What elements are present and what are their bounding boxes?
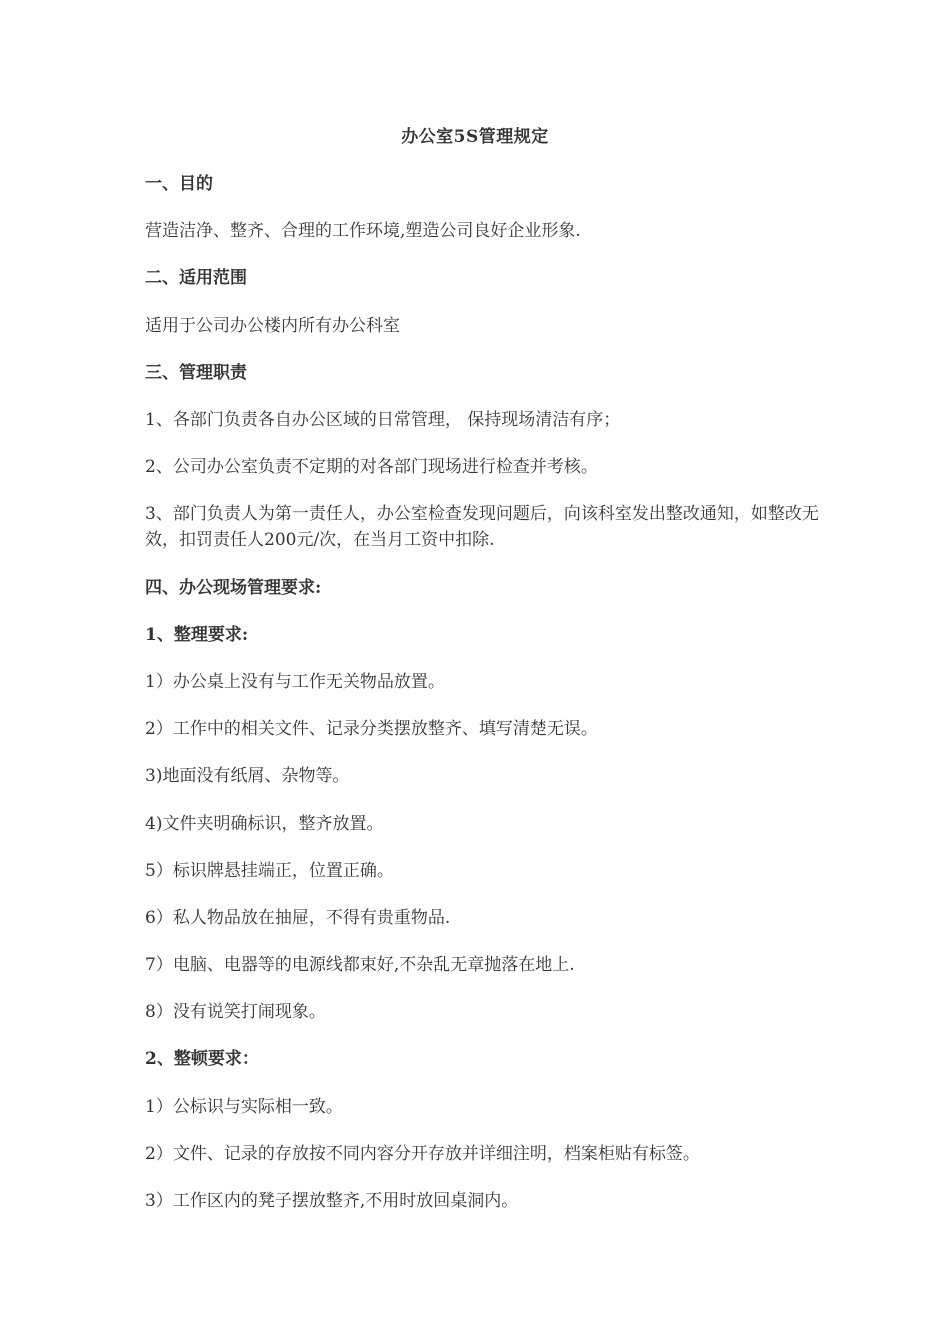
section-heading-requirements: 四、办公现场管理要求:	[145, 578, 322, 598]
list-item: 1）公标识与实际相一致。	[145, 1097, 343, 1117]
list-item: 5）标识牌悬挂端正，位置正确。	[145, 861, 394, 881]
list-item: 3、部门负责人为第一责任人，办公室检查发现问题后，向该科室发出整改通知，如整改无效，扣罚责任人200元/次，在当月工资中扣除.	[145, 504, 819, 550]
list-item: 2）文件、记录的存放按不同内容分开存放并详细注明，档案柜贴有标签。	[145, 1144, 700, 1164]
list-item: 4)文件夹明确标识，整齐放置。	[145, 814, 384, 834]
section-heading-responsibilities: 三、管理职责	[145, 363, 247, 383]
subsection-heading-set-in-order: 2、整顿要求：	[145, 1049, 259, 1069]
list-item: 6）私人物品放在抽屉，不得有贵重物品.	[145, 908, 451, 928]
subsection-heading-sort: 1、整理要求:	[145, 625, 249, 645]
list-item: 1）办公桌上没有与工作无关物品放置。	[145, 672, 445, 692]
list-item: 7）电脑、电器等的电源线都束好,不杂乱无章抛落在地上.	[145, 955, 575, 975]
list-item: 3)地面没有纸屑、杂物等。	[145, 766, 350, 786]
list-item: 2）工作中的相关文件、记录分类摆放整齐、填写清楚无误。	[145, 719, 598, 739]
section-heading-purpose: 一、目的	[145, 174, 213, 194]
list-item: 1、各部门负责各自办公区域的日常管理， 保持现场清洁有序；	[145, 410, 621, 430]
section-heading-scope: 二、适用范围	[145, 268, 247, 288]
list-item: 2、公司办公室负责不定期的对各部门现场进行检查并考核。	[145, 457, 598, 477]
list-item: 3）工作区内的凳子摆放整齐,不用时放回桌洞内。	[145, 1191, 519, 1211]
paragraph: 适用于公司办公楼内所有办公科室	[145, 316, 400, 336]
paragraph: 营造洁净、整齐、合理的工作环境,塑造公司良好企业形象.	[145, 221, 581, 241]
document-title: 办公室5S管理规定	[401, 127, 549, 147]
list-item: 8）没有说笑打闹现象。	[145, 1002, 326, 1022]
